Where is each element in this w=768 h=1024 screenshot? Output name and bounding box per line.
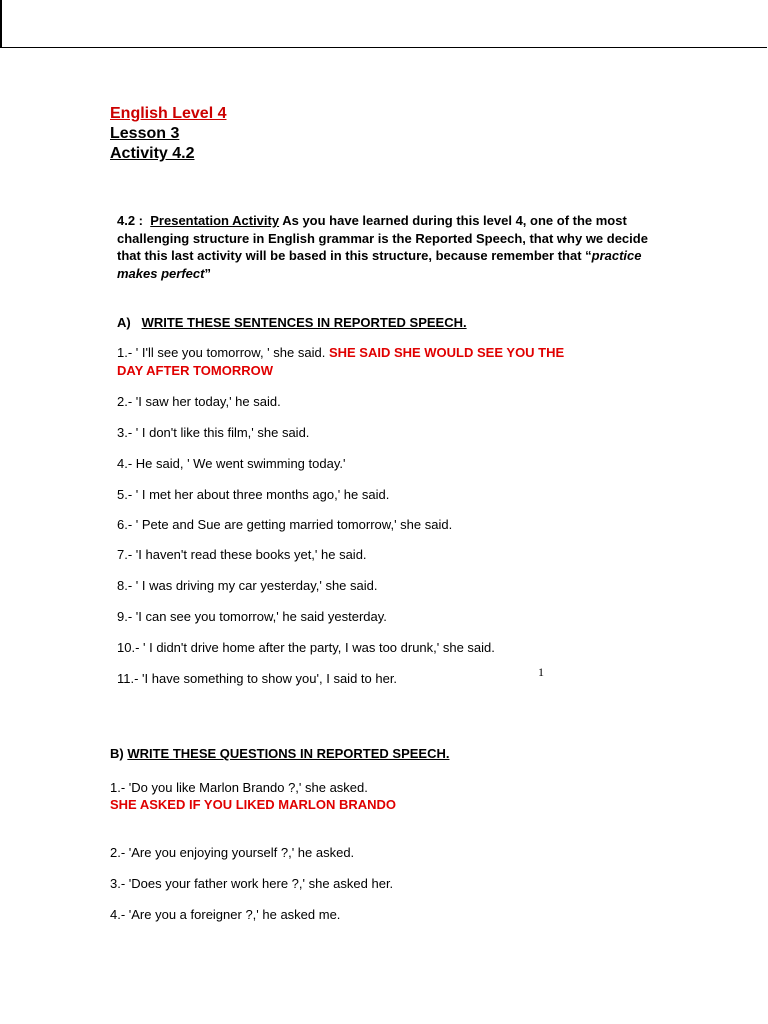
section-b-heading: WRITE THESE QUESTIONS IN REPORTED SPEECH. [127,746,450,761]
intro-label: Presentation Activity [150,213,280,228]
item-text: 1.- ' I'll see you tomorrow, ' she said. [117,345,326,360]
section-b-item-3: 3.- 'Does your father work here ?,' she asked her. [110,876,394,891]
page-number: 1 [538,665,544,679]
section-a-item-5: 5.- ' I met her about three months ago,' he said. [117,487,390,502]
section-a-title [117,314,467,331]
section-b-item-4: 4.- 'Are you a foreigner ?,' he asked me. [110,907,341,922]
section-b-title [110,745,450,762]
intro-number: 4.2 : [117,213,144,228]
section-a-item-6: 6.- ' Pete and Sue are getting married tomorrow,' she said. [117,517,453,532]
document-heading [110,104,226,164]
activity-title: Activity 4.2 [110,145,195,162]
section-b-answer-1: SHE ASKED IF YOU LIKED MARLON BRANDO [110,797,397,812]
answer-text: SHE SAID SHE WOULD SEE YOU THE [328,345,565,360]
section-a-item-9: 9.- 'I can see you tomorrow,' he said yesterday. [117,609,387,624]
intro-paragraph [117,212,657,282]
intro-quote-end: ” [204,265,211,281]
answer-text-continued: DAY AFTER TOMORROW [117,363,274,378]
section-a-item-7: 7.- 'I haven't read these books yet,' he said. [117,547,367,562]
section-a-item-11: 11.- 'I have something to show you', I said to her. [117,671,398,686]
section-a-item-4: 4.- He said, ' We went swimming today.' [117,456,346,471]
section-a-item-1 [117,344,662,380]
intro-text: As you have learned during this level 4, one of the most challenging structure in English grammar is the Reported Speech, that why we decide that this last activity will be based in this structure, because remember that “ [117,213,648,263]
section-b-marker: B) [110,746,124,761]
section-a-heading: WRITE THESE SENTENCES IN REPORTED SPEECH. [141,315,467,330]
section-a-marker: A) [117,315,131,330]
intro-quote: practice makes perfect [117,248,642,281]
section-b-item-2: 2.- 'Are you enjoying yourself ?,' he asked. [110,845,355,860]
section-a-item-2: 2.- 'I saw her today,' he said. [117,394,281,409]
page-frame [0,0,767,48]
section-a-item-3: 3.- ' I don't like this film,' she said. [117,425,310,440]
lesson-title: Lesson 3 [110,125,180,142]
section-a-item-8: 8.- ' I was driving my car yesterday,' she said. [117,578,378,593]
section-b-item-1: 1.- 'Do you like Marlon Brando ?,' she asked. [110,780,368,795]
section-a-item-10: 10.- ' I didn't drive home after the party, I was too drunk,' she said. [117,640,495,655]
course-title: English Level 4 [110,105,227,122]
